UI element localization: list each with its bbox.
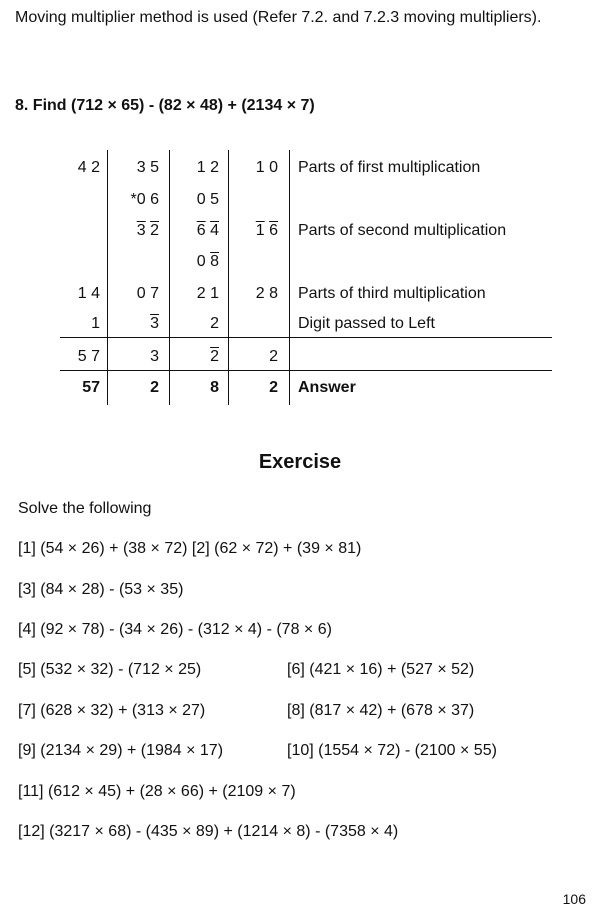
exercise-item: [5] (532 × 32) - (712 × 25) xyxy=(18,661,202,678)
cell: 3 xyxy=(150,348,159,365)
cell xyxy=(109,314,159,334)
exercise-item: [10] (1554 × 72) - (2100 × 55) xyxy=(287,742,497,759)
cell: 5 7 xyxy=(77,348,100,365)
cell: 0 7 xyxy=(136,285,159,302)
barred-digit: 1 xyxy=(255,222,265,239)
row-description: Parts of second multiplication xyxy=(298,222,507,239)
exercise-instructions: Solve the following xyxy=(18,500,152,517)
barred-digit: 2 xyxy=(150,222,159,239)
exercise-item: [1] (54 × 26) + (38 × 72) [2] (62 × 72) + (39 × 81) xyxy=(18,540,362,557)
cell xyxy=(109,221,159,241)
barred-digit: 2 xyxy=(210,348,219,365)
row-description: Parts of third multiplication xyxy=(298,285,486,302)
intro-paragraph: Moving multiplier method is used (Refer 7.2. and 7.2.3 moving multipliers). xyxy=(15,9,542,26)
question-heading: 8. Find (712 × 65) - (82 × 48) + (2134 × 7) xyxy=(15,97,315,114)
cell: 0 5 xyxy=(196,191,219,208)
barred-digit: 6 xyxy=(269,222,278,239)
calculation-table xyxy=(60,150,555,405)
cell: 2 1 xyxy=(196,285,219,302)
cell xyxy=(171,252,219,272)
cell: 1 2 xyxy=(196,159,219,176)
exercise-item: [4] (92 × 78) - (34 × 26) - (312 × 4) - (78 × 6) xyxy=(18,621,332,638)
cell: 2 xyxy=(210,315,219,332)
barred-digit: 4 xyxy=(210,222,219,239)
column-divider xyxy=(107,150,108,405)
exercise-heading: Exercise xyxy=(258,451,342,473)
answer-cell: 2 xyxy=(150,379,159,396)
cell: 4 2 xyxy=(77,159,100,176)
row-description: Digit passed to Left xyxy=(298,315,435,332)
exercise-item: [6] (421 × 16) + (527 × 52) xyxy=(287,661,475,678)
column-divider xyxy=(228,150,229,405)
barred-digit: 3 xyxy=(136,222,146,239)
cell xyxy=(171,221,219,241)
cell: 3 5 xyxy=(136,159,159,176)
row-divider xyxy=(60,370,552,371)
answer-label: Answer xyxy=(298,379,356,396)
row-description: Parts of first multiplication xyxy=(298,159,481,176)
answer-cell: 2 xyxy=(269,379,278,396)
barred-digit: 8 xyxy=(210,253,219,270)
cell xyxy=(171,347,219,367)
cell: 1 0 xyxy=(255,159,278,176)
cell: 2 8 xyxy=(255,285,278,302)
exercise-item: [3] (84 × 28) - (53 × 35) xyxy=(18,581,184,598)
exercise-item: [7] (628 × 32) + (313 × 27) xyxy=(18,702,206,719)
digit: 0 xyxy=(196,253,206,270)
row-divider xyxy=(60,337,552,338)
answer-cell: 8 xyxy=(210,379,219,396)
exercise-item: [12] (3217 × 68) - (435 × 89) + (1214 × 8) - (7358 × 4) xyxy=(18,823,399,840)
exercise-item: [11] (612 × 45) + (28 × 66) + (2109 × 7) xyxy=(18,783,296,800)
page-number: 106 xyxy=(562,891,586,907)
barred-digit: 6 xyxy=(196,222,206,239)
answer-cell: 57 xyxy=(82,379,100,396)
cell: 1 4 xyxy=(77,285,100,302)
cell: *0 6 xyxy=(130,191,159,208)
exercise-item: [8] (817 × 42) + (678 × 37) xyxy=(287,702,475,719)
cell xyxy=(230,221,278,241)
cell: 2 xyxy=(269,348,278,365)
cell: 1 xyxy=(91,315,100,332)
column-divider xyxy=(169,150,170,405)
barred-digit: 3 xyxy=(150,315,159,332)
column-divider xyxy=(289,150,290,405)
exercise-item: [9] (2134 × 29) + (1984 × 17) xyxy=(18,742,224,759)
